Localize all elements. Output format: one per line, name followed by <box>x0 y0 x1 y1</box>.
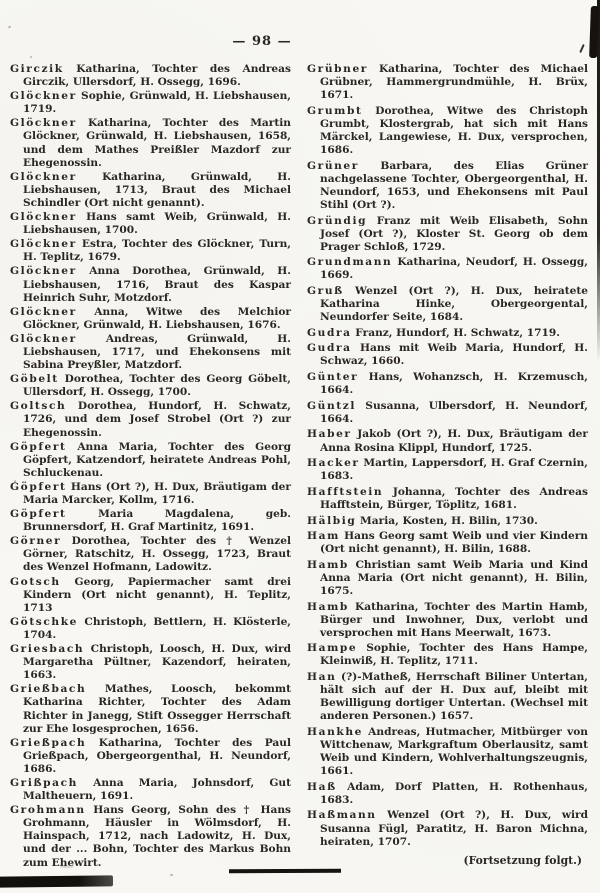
entry-surname: Glöckner <box>10 305 77 318</box>
entry-surname: Hamb <box>307 558 349 571</box>
entry-surname: Hamb <box>307 600 349 613</box>
register-entry: Göpfert Maria Magdalena, geb. Brunnersdorf, H. Graf Martinitz, 1691. <box>10 508 291 534</box>
register-entry: Glöckner Sophie, Grünwald, H. Liebshausen, 1719. <box>10 90 291 116</box>
register-entry: Ham Hans Georg samt Weib und vier Kindern (Ort nicht genannt), H. Bilin, 1688. <box>307 530 588 556</box>
register-entry: Hamb Christian samt Weib Maria und Kind Anna Maria (Ort nicht genannt), H. Bilin, 1675. <box>307 558 588 597</box>
entry-surname: Haßmann <box>307 809 377 822</box>
register-entry: Hälbig Maria, Kosten, H. Bilin, 1730. <box>307 514 538 527</box>
register-entry: Grißpach Anna Maria, Johnsdorf, Gut Maltheuern, 1691. <box>10 776 291 803</box>
register-entry: Grübner Katharina, Tochter des Michael Grübner, Hammergrundmühle, H. Brüx, 1671. <box>307 63 588 102</box>
entry-surname: Günter <box>307 371 359 384</box>
register-entry: Grohmann Hans Georg, Sohn des † Hans Grohmann, Häusler in Wölmsdorf, H. Hainspach, 1712, nach Ladowitz, H. Dux, und der ... Bohn, Tochter des Markus Bohn zum Ehewirt. <box>10 804 291 869</box>
register-entry: Grumbt Dorothea, Witwe des Christoph Grumbt, Klostergrab, hat sich mit Hans Märckel, Langewiese, H. Dux, versprochen, 1686. <box>307 104 588 157</box>
entry-surname: Glöckner <box>10 211 77 224</box>
entry-surname: Girczik <box>10 63 64 75</box>
entry-surname: Gründig <box>307 214 368 227</box>
entry-surname: Grundmann <box>307 256 393 269</box>
entry-surname: Hankhe <box>307 725 363 738</box>
left-column <box>10 63 291 871</box>
register-entry: Günter Hans, Wohanzsch, H. Krzemusch, 1664. <box>307 371 588 397</box>
register-entry: Grießpach Katharina, Tochter des Paul Grießpach, Obergeorgenthal, H. Neundorf, 1686. <box>10 736 291 775</box>
register-entry: Gründig Franz mit Weib Elisabeth, Sohn Josef (Ort ?), Kloster St. Georg ob dem Prager Schloß, 1729. <box>307 214 588 253</box>
entry-surname: Hacker <box>307 457 360 470</box>
scan-artifact-speck <box>14 480 16 483</box>
register-entry: Glöckner Anna, Witwe des Melchior Glöckner, Grünwald, H. Liebshausen, 1676. <box>10 305 291 331</box>
register-entry: Grießbach Mathes, Loosch, bekommt Katharina Richter, Tochter des Adam Richter in Janegg, Stift Ossegger Herrschaft zur Ehe losgesprochen, 1656. <box>10 683 291 735</box>
right-column <box>307 63 588 871</box>
text-columns <box>10 63 588 871</box>
scan-artifact-apostrophe-mark <box>579 44 584 53</box>
register-entry: Hampe Sophie, Tochter des Hans Hampe, Kleinwiß, H. Teplitz, 1711. <box>307 642 588 668</box>
section-end-rule <box>229 869 341 874</box>
register-entry: Glöckner Katharina, Grünwald, H. Liebshausen, 1713, Braut des Michael Schindler (Ort nicht genannt). <box>10 170 291 209</box>
entry-surname: Haß <box>307 780 337 793</box>
scan-artifact-speck <box>60 866 74 868</box>
entry-surname: Grißpach <box>10 776 78 789</box>
register-entry: Grundmann Katharina, Neudorf, H. Ossegg, 1669. <box>307 256 588 282</box>
entry-surname: Glöckner <box>10 90 77 103</box>
page-number: — 98 — <box>232 34 292 49</box>
entry-surname: Gotsch <box>10 575 61 588</box>
register-entry: Haber Jakob (Ort ?), H. Dux, Bräutigam der Anna Rosina Klippl, Hundorf, 1725. <box>307 428 588 454</box>
register-entry: Glöckner Estra, Tochter des Glöckner, Turn, H. Teplitz, 1679. <box>10 238 291 264</box>
entry-surname: Haber <box>307 428 352 441</box>
register-entry: Griesbach Christoph, Loosch, H. Dux, wird Margaretha Pültner, Kazendorf, heiraten, 1663. <box>10 643 291 682</box>
entry-surname: Goltsch <box>10 400 67 413</box>
entry-surname: Glöckner <box>10 238 77 251</box>
register-entry: Güntzl Susanna, Ulbersdorf, H. Neundorf, 1664. <box>307 399 588 425</box>
register-entry: Gudra Franz, Hundorf, H. Schwatz, 1719. <box>307 326 560 339</box>
entry-surname: Glöckner <box>10 332 77 345</box>
register-entry: Hankhe Andreas, Hutmacher, Mitbürger von Wittchenaw, Markgraftum Oberlausitz, samt Weib und Kindern, Wohlverhaltungszeugnis, 1661. <box>307 725 588 778</box>
scan-artifact-bottom-left-bar <box>0 875 113 887</box>
entry-surname: Grübner <box>307 63 368 75</box>
register-entry: Görner Dorothea, Tochter des † Wenzel Görner, Ratschitz, H. Ossegg, 1723, Braut des Wenzel Hofmann, Ladowitz. <box>10 535 291 574</box>
entry-surname: Grüner <box>307 159 359 172</box>
entry-surname: Görner <box>10 535 62 548</box>
register-entry: Göbelt Dorothea, Tochter des Georg Göbelt, Ullersdorf, H. Ossegg, 1700. <box>10 373 291 399</box>
entry-surname: Göpfert <box>10 508 67 521</box>
entry-surname: Grießbach <box>10 683 87 696</box>
entry-surname: Gudra <box>307 326 352 339</box>
entry-surname: Griesbach <box>10 643 85 656</box>
register-entry: Glöckner Hans samt Weib, Grünwald, H. Liebshausen, 1700. <box>10 211 291 237</box>
entry-surname: Göpfert <box>10 480 67 493</box>
register-entry: Gudra Hans mit Weib Maria, Hundorf, H. Schwaz, 1660. <box>307 342 588 368</box>
scan-artifact-speck <box>8 25 12 28</box>
continuation-note: (Fortsetzung folgt.) <box>463 853 582 867</box>
register-entry: Gruß Wenzel (Ort ?), H. Dux, heiratete Katharina Hinke, Obergeorgental, Neundorfer Seite, 1684. <box>307 285 588 324</box>
entry-surname: Grohmann <box>10 804 86 817</box>
register-entry: Goltsch Dorothea, Hundorf, H. Schwatz, 1726, und dem Josef Strobel (Ort ?) zur Ehegenossin. <box>10 400 291 439</box>
register-entry: Glöckner Andreas, Grünwald, H. Liebshausen, 1717, und Ehekonsens mit Sabina Preyßler, Matzdorf. <box>10 332 291 372</box>
entry-surname: Güntzl <box>307 399 356 412</box>
register-entry: Haßmann Wenzel (Ort ?), H. Dux, wird Susanna Fügl, Paratitz, H. Baron Michna, heiraten, 1707. <box>307 809 588 848</box>
entry-surname: Grumbt <box>307 104 363 117</box>
entry-surname: Glöckner <box>10 170 77 183</box>
entry-surname: Ham <box>307 530 340 543</box>
register-entry: Hafftstein Johanna, Tochter des Andreas Hafftstein, Bürger, Töplitz, 1681. <box>307 485 588 511</box>
entry-surname: Götschke <box>10 615 79 628</box>
register-entry: Gotsch Georg, Papiermacher samt drei Kindern (Ort nicht genannt), H. Teplitz, 1713 <box>10 575 291 614</box>
entry-surname: Hampe <box>307 642 358 655</box>
right-column-entries <box>307 63 588 849</box>
entry-surname: Han <box>307 671 337 684</box>
entry-surname: Göbelt <box>10 373 59 386</box>
entry-surname: Gruß <box>307 285 344 297</box>
register-entry: Göpfert Hans (Ort ?), H. Dux, Bräutigam der Maria Marcker, Kollm, 1716. <box>10 480 291 506</box>
register-entry: Girczik Katharina, Tochter des Andreas Girczik, Ullersdorf, H. Ossegg, 1696. <box>10 63 291 89</box>
register-entry: Glöckner Katharina, Tochter des Martin Glöckner, Grünwald, H. Liebshausen, 1658, und dem Mathes Preißler Mazdorf zur Ehegenossin. <box>10 117 291 169</box>
register-entry: Han (?)-Matheß, Herrschaft Biliner Untertan, hält sich auf der H. Dux auf, bleibt mit Bewilligung dortiger Untertan. (Wechsel mit anderen Personen.) 1657. <box>307 671 588 723</box>
entry-surname: Göpfert <box>10 440 67 453</box>
register-entry: Hacker Martin, Lappersdorf, H. Graf Czernin, 1683. <box>307 457 588 483</box>
register-entry: Glöckner Anna Dorothea, Grünwald, H. Liebshausen, 1716, Braut des Kaspar Heinrich Suhr, Motzdorf. <box>10 265 291 304</box>
entry-surname: Hälbig <box>307 514 357 527</box>
register-entry: Haß Adam, Dorf Platten, H. Rothenhaus, 1683. <box>307 780 588 806</box>
entry-surname: Gudra <box>307 342 352 355</box>
entry-surname: Glöckner <box>10 265 77 278</box>
entry-surname: Grießpach <box>10 736 87 749</box>
entry-surname: Glöckner <box>10 117 77 130</box>
scan-artifact-speck <box>30 56 32 58</box>
entry-surname: Hafftstein <box>307 485 384 498</box>
register-entry: Götschke Christoph, Bettlern, H. Klösterle, 1704. <box>10 615 291 641</box>
register-entry: Grüner Barbara, des Elias Grüner nachgelassene Tochter, Obergeorgenthal, H. Neundorf, 1653, und Ehekonsens mit Paul Stihl (Ort ?). <box>307 159 588 211</box>
scan-artifact-speck <box>170 874 173 876</box>
register-entry: Hamb Katharina, Tochter des Martin Hamb, Bürger und Inwohner, Dux, verlobt und versprochen mit Hans Meerwalt, 1673. <box>307 600 588 639</box>
register-entry: Göpfert Anna Maria, Tochter des Georg Göpfert, Katzendorf, heiratete Andreas Pohl, Schluckenau. <box>10 440 291 479</box>
